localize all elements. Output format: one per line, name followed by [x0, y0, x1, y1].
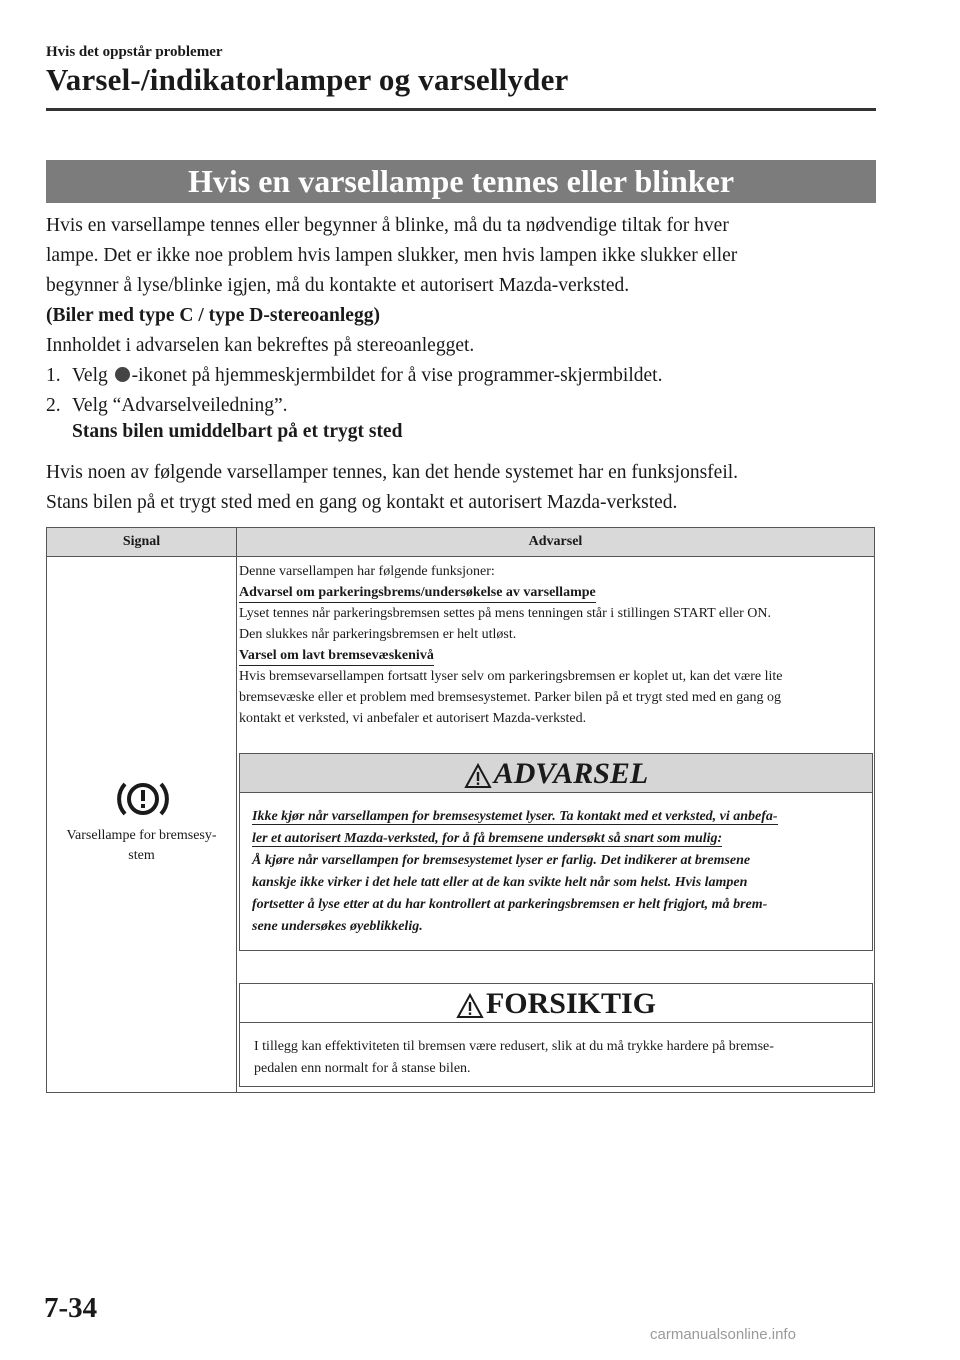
- warning-triangle-icon: [464, 763, 492, 789]
- chapter-label: Hvis det oppstår problemer: [46, 44, 223, 60]
- advarsel-line: fortsetter å lyse etter at du har kontrollert at parkeringsbremsen er helt frigjort, må brem-: [252, 897, 768, 912]
- step-text: -ikonet på hjemmeskjermbildet for å vise programmer-skjermbildet.: [131, 365, 663, 386]
- intro-line: lampe. Det er ikke noe problem hvis lampen slukker, men hvis lampen ikke slukker eller: [46, 245, 738, 266]
- stereo-text: Innholdet i advarselen kan bekreftes på stereoanlegget.: [46, 335, 475, 356]
- caution-triangle-icon: [456, 993, 484, 1019]
- section-banner: Hvis en varsellampe tennes eller blinker: [46, 160, 876, 203]
- forsiktig-title-text: FORSIKTIG: [485, 987, 657, 1020]
- stereo-heading: (Biler med type C / type D-stereoanlegg): [46, 305, 380, 326]
- watermark: carmanualsonline.info: [650, 1326, 796, 1343]
- column-header-signal: Signal: [122, 534, 161, 549]
- sub-paragraph: [46, 458, 886, 518]
- advarsel-line: Å kjøre når varsellampen for bremsesystemet lyser er farlig. Det indikerer at bremsene: [252, 853, 751, 868]
- advarsel-line: ler et autorisert Mazda-verksted, for å få bremsene undersøkt så snart som mulig:: [252, 831, 723, 846]
- intro-line: Hvis en varsellampe tennes eller begynner å blinke, må du ta nødvendige tiltak for hver: [46, 215, 729, 236]
- forsiktig-line: pedalen enn normalt for å stanse bilen.: [254, 1061, 471, 1076]
- advarsel-box: [239, 753, 873, 951]
- advarsel-line: Ikke kjør når varsellampen for bremsesystemet lyser. Ta kontakt med et verksted, vi anbefa-: [252, 809, 778, 824]
- forsiktig-title: [240, 984, 872, 1024]
- step-text: Velg: [72, 365, 113, 386]
- description-line: kontakt et verksted, vi anbefaler et autorisert Mazda-verksted.: [239, 711, 587, 726]
- step-number: 1.: [46, 365, 61, 386]
- title-divider: [46, 108, 876, 111]
- brake-warning-icon: [115, 778, 171, 820]
- signal-name-line: Varsellampe for bremsesy-: [66, 828, 217, 843]
- advarsel-title-text: ADVARSEL: [493, 757, 649, 790]
- description-line: Lyset tennes når parkeringsbremsen settes på mens tenningen står i stillingen START eller ON.: [239, 606, 771, 621]
- signal-name: [47, 826, 236, 866]
- page-number: 7-34: [44, 1292, 98, 1324]
- forsiktig-line: I tillegg kan effektiviteten til bremsen være redusert, slik at du må trykke hardere på bremse-: [254, 1039, 774, 1054]
- description-line: bremsevæske eller et problem med bremsesystemet. Parker bilen på et trygt sted med en gang og: [239, 690, 781, 705]
- advarsel-line: sene undersøkes øyeblikkelig.: [252, 919, 423, 934]
- page-title: Varsel-/indikatorlamper og varsellyder: [46, 62, 569, 97]
- sub-line: Hvis noen av følgende varsellamper tennes, kan det hende systemet har en funksjonsfeil.: [46, 462, 739, 483]
- description-intro: Denne varsellampen har følgende funksjoner:: [239, 564, 495, 579]
- column-divider: [236, 528, 237, 1092]
- table-header: [47, 528, 874, 557]
- intro-paragraph: [46, 211, 886, 421]
- step-number: 2.: [46, 395, 61, 416]
- forsiktig-body: [254, 1036, 870, 1080]
- sub-line: Stans bilen på et trygt sted med en gang og kontakt et autorisert Mazda-verksted.: [46, 492, 678, 513]
- description-line: Den slukkes når parkeringsbremsen er helt utløst.: [239, 627, 517, 642]
- advarsel-line: kanskje ikke virker i det hele tatt eller at de kan svikte helt når som helst. Hvis lampen: [252, 875, 748, 890]
- forsiktig-header: [240, 984, 872, 1023]
- warning-description: [239, 561, 871, 729]
- function-heading: Advarsel om parkeringsbrems/undersøkelse av varsellampe: [239, 584, 596, 603]
- intro-line: begynner å lyse/blinke igjen, må du kontakte et autorisert Mazda-verksted.: [46, 275, 630, 296]
- signal-name-line: stem: [128, 848, 155, 863]
- warning-table: [46, 527, 875, 1093]
- advarsel-title: [240, 754, 872, 794]
- subheading: Stans bilen umiddelbart på et trygt sted: [72, 421, 403, 442]
- app-icon: [115, 367, 130, 382]
- advarsel-body: [252, 806, 868, 938]
- advarsel-header: [240, 754, 872, 793]
- step-1: [46, 361, 886, 391]
- forsiktig-box: [239, 983, 873, 1087]
- description-line: Hvis bremsevarsellampen fortsatt lyser selv om parkeringsbremsen er koplet ut, kan det være lite: [239, 669, 783, 684]
- column-header-warning: Advarsel: [528, 534, 583, 549]
- step-text: Velg “Advarselveiledning”.: [72, 395, 288, 416]
- function-heading: Varsel om lavt bremsevæskenivå: [239, 647, 434, 666]
